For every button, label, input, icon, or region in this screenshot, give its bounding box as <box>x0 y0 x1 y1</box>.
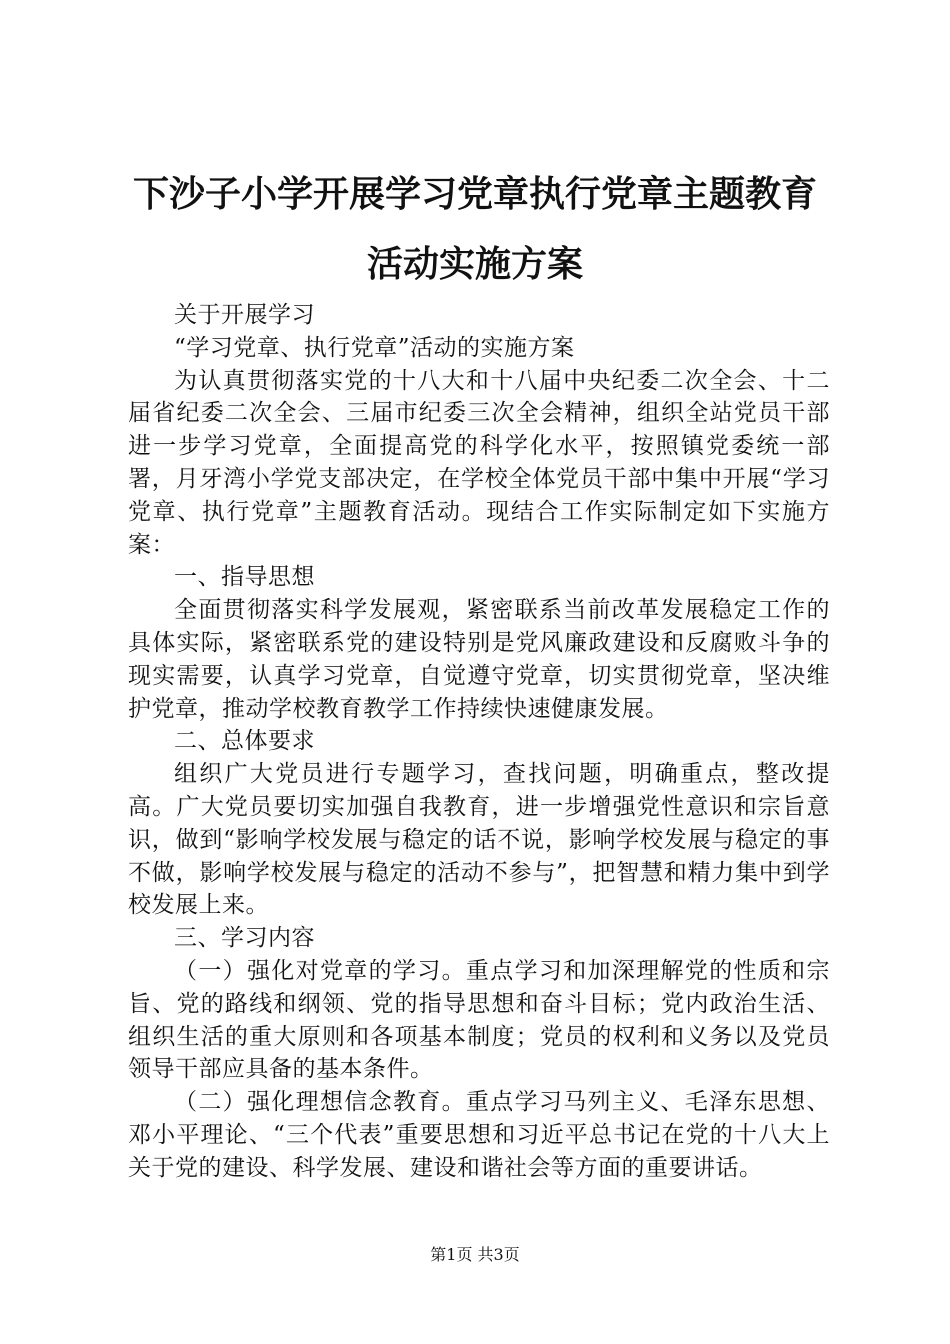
page-footer: 第1页 共3页 <box>430 1245 520 1264</box>
section-heading-overall-requirements: 二、总体要求 <box>174 728 315 755</box>
paragraph-overall-requirements: 组织广大党员进行专题学习，查找问题，明确重点，整改提高。广大党员要切实加强自我教育，进一步增强党性意识和宗旨意识，做到“影响学校发展与稳定的话不说，影响学校发展与稳定的事不做，影响学校发展与稳定的活动不参与”，把智慧和精力集中到学校发展上来。 <box>128 761 830 919</box>
paragraph-intro: 为认真贯彻落实党的十八大和十八届中央纪委二次全会、十二届省纪委二次全会、三届市纪委三次全会精神，组织全站党员干部进一步学习党章，全面提高党的科学化水平，按照镇党委统一部署，月牙湾小学党支部决定，在学校全体党员干部中集中开展“学习党章、执行党章”主题教育活动。现结合工作实际制定如下实施方案： <box>128 367 830 558</box>
section-heading-guiding-thought: 一、指导思想 <box>174 564 315 591</box>
document-title: 下沙子小学开展学习党章执行党章主题教育活动实施方案 <box>132 174 817 285</box>
paragraph-heading-line-2: “学习党章、执行党章”活动的实施方案 <box>174 334 575 361</box>
paragraph-study-content-2: （二）强化理想信念教育。重点学习马列主义、毛泽东思想、邓小平理论、“三个代表”重要思想和习近平总书记在党的十八大上关于党的建设、科学发展、建设和谐社会等方面的重要讲话。 <box>128 1089 830 1181</box>
document-body <box>128 299 830 1185</box>
paragraph-guiding-thought: 全面贯彻落实科学发展观，紧密联系当前改革发展稳定工作的具体实际，紧密联系党的建设特别是党风廉政建设和反腐败斗争的现实需要，认真学习党章，自觉遵守党章，切实贯彻党章，坚决维护党章，推动学校教育教学工作持续快速健康发展。 <box>128 597 830 722</box>
section-heading-study-content: 三、学习内容 <box>174 925 315 952</box>
paragraph-heading-line-1: 关于开展学习 <box>174 302 315 328</box>
paragraph-study-content-1: （一）强化对党章的学习。重点学习和加深理解党的性质和宗旨、党的路线和纲领、党的指导思想和奋斗目标；党内政治生活、组织生活的重大原则和各项基本制度；党员的权利和义务以及党员领导干部应具备的基本条件。 <box>128 957 830 1083</box>
